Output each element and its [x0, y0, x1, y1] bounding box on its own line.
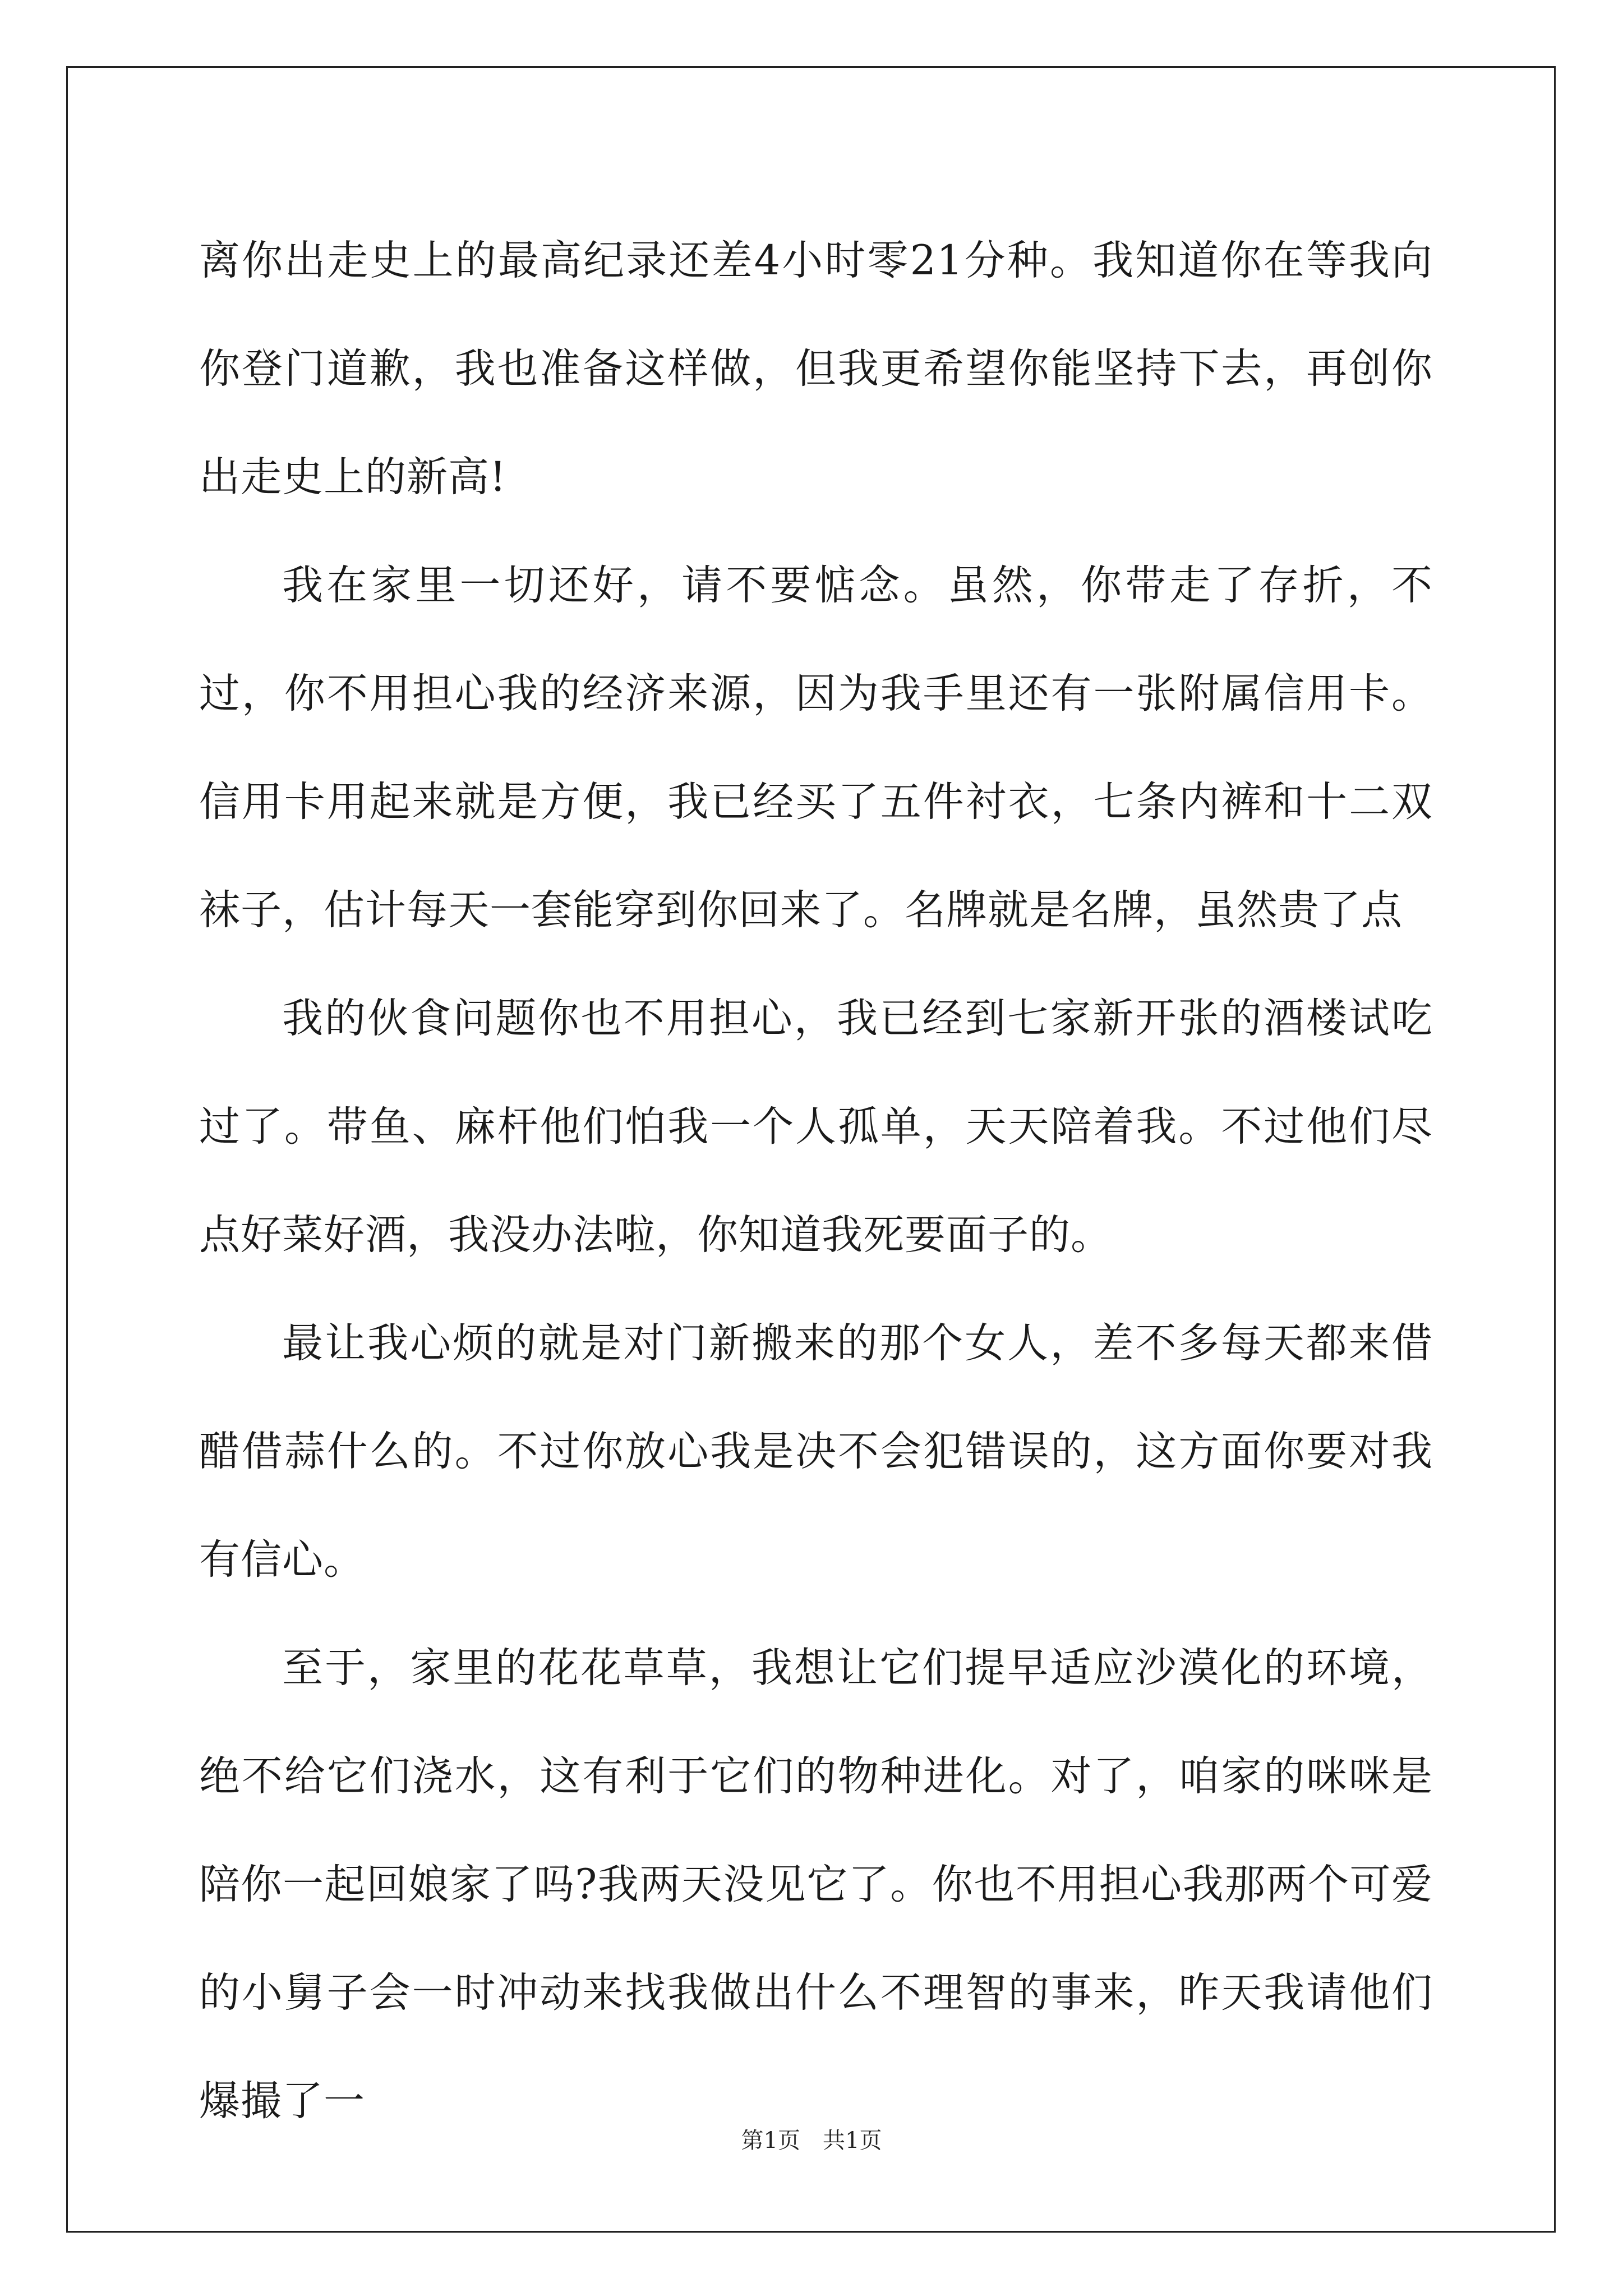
- paragraph: 至于，家里的花花草草，我想让它们提早适应沙漠化的环境，绝不给它们浇水，这有利于它们的物种进化。对了，咱家的咪咪是陪你一起回娘家了吗?我两天没见它了。你也不用担心我那两个可爱的小舅子会一时冲动来找我做出什么不理智的事来，昨天我请他们爆撮了一: [199, 1644, 1433, 2125]
- document-body: [199, 206, 1433, 2155]
- page-number-footer: 第1页 共1页: [741, 2128, 882, 2154]
- paragraph: 我的伙食问题你也不用担心，我已经到七家新开张的酒楼试吃过了。带鱼、麻杆他们怕我一个人孤单，天天陪着我。不过他们尽点好菜好酒，我没办法啦，你知道我死要面子的。: [199, 995, 1433, 1259]
- paragraph: 我在家里一切还好，请不要惦念。虽然，你带走了存折，不过，你不用担心我的经济来源，因为我手里还有一张附属信用卡。信用卡用起来就是方便，我已经买了五件衬衣，七条内裤和十二双袜子，估计每天一套能穿到你回来了。名牌就是名牌，虽然贵了点: [199, 562, 1433, 934]
- paragraph: 离你出走史上的最高纪录还差4小时零21分种。我知道你在等我向你登门道歉，我也准备这样做，但我更希望你能坚持下去，再创你出走史上的新高!: [199, 237, 1433, 501]
- paragraph: 最让我心烦的就是对门新搬来的那个女人，差不多每天都来借醋借蒜什么的。不过你放心我是决不会犯错误的，这方面你要对我有信心。: [199, 1319, 1433, 1584]
